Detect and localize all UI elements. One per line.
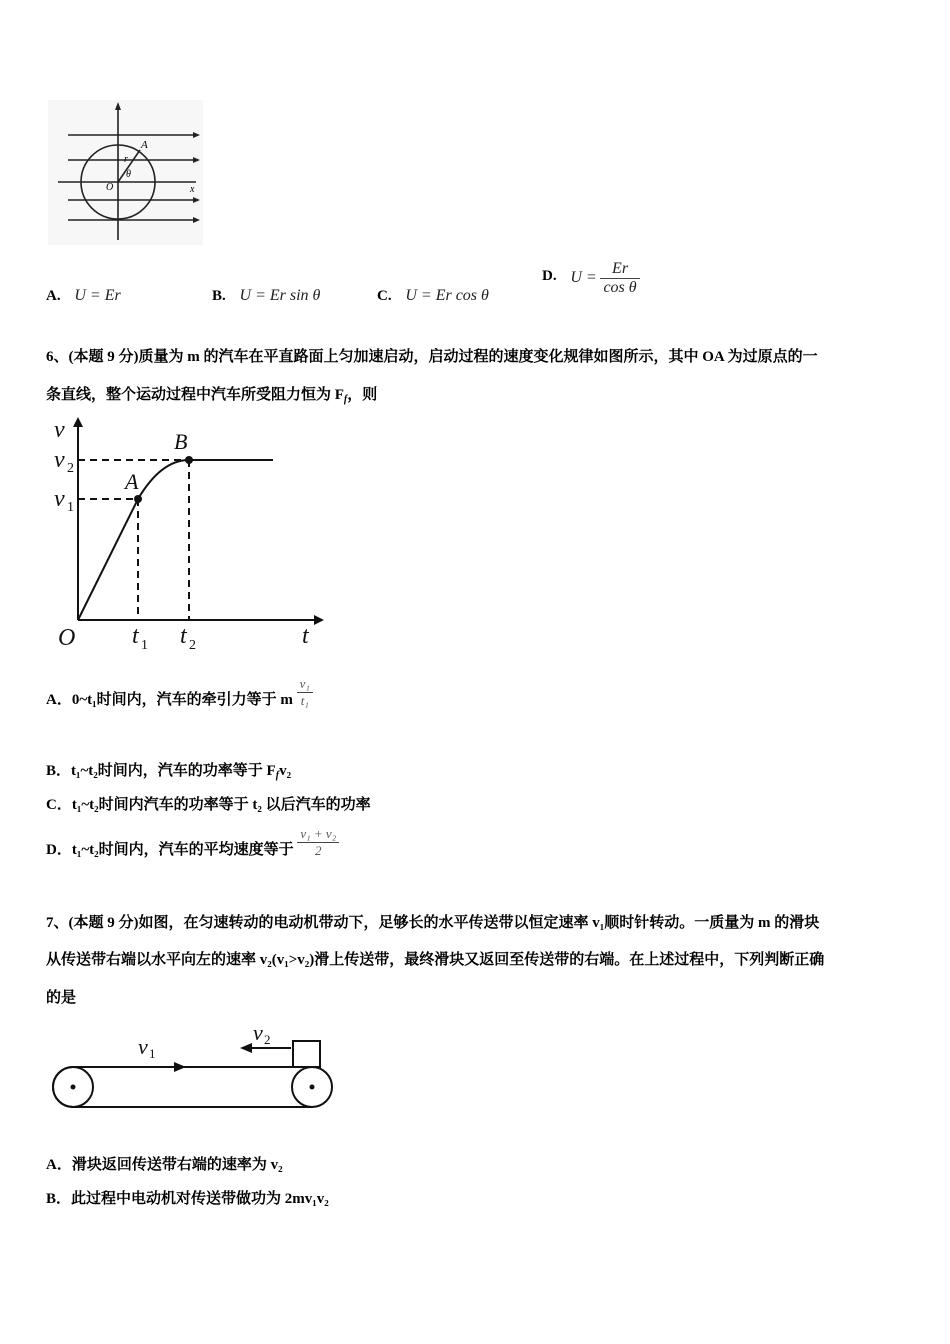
q5-option-c-formula: U = Er cos θ	[405, 287, 489, 304]
q6-vt-svg	[46, 415, 331, 660]
q5-option-a-label: A.	[46, 288, 61, 304]
q7-option-b[interactable]: B．此过程中电动机对传送带做功为 2mv₁v₂	[46, 1191, 329, 1207]
q6-option-a[interactable]	[46, 676, 313, 709]
q5-option-d-den: cos θ	[603, 279, 637, 296]
q6-option-d-text: D．t₁~t₂时间内，汽车的平均速度等于	[46, 841, 294, 858]
q7-label-v1: v	[138, 1034, 148, 1059]
q6-option-d-den: 2	[315, 843, 322, 858]
q6-option-a-fraction	[297, 676, 313, 709]
q5-label-O: O	[106, 182, 114, 193]
q7-label-v2-sub: 2	[264, 1032, 271, 1047]
q6-option-d-num: v₁ + v₂	[297, 826, 339, 843]
q5-option-b[interactable]	[212, 287, 320, 305]
q6-graph-t2: t	[180, 623, 187, 649]
q6-stem-line2-text: 条直线，整个运动过程中汽车所受阻力恒为 F	[46, 387, 344, 403]
q5-field-svg	[48, 100, 203, 245]
q5-option-b-label: B.	[212, 288, 226, 304]
q5-option-d-lhs: U =	[570, 268, 597, 286]
q5-label-theta: θ	[126, 169, 131, 180]
q6-graph-t1: t	[132, 623, 139, 649]
q5-field-figure	[48, 100, 203, 245]
q6-option-b-text: B．t₁~t₂时间内，汽车的功率等于 F	[46, 763, 276, 779]
q5-option-d[interactable]	[542, 260, 640, 297]
q6-graph-v-axis: v	[54, 417, 65, 443]
q5-option-c[interactable]	[377, 287, 489, 305]
q6-option-b-end: v₂	[279, 763, 292, 779]
q6-stem-line2	[46, 383, 377, 405]
q6-graph-v2: v	[54, 447, 65, 473]
q5-option-a[interactable]	[46, 287, 121, 305]
q5-label-x: x	[190, 184, 195, 195]
q7-option-a[interactable]: A．滑块返回传送带右端的速率为 v₂	[46, 1157, 283, 1173]
q6-stem-line2-sub: f	[343, 394, 348, 405]
q6-stem-line1: 6、(本题 9 分)质量为 m 的汽车在平直路面上匀加速启动，启动过程的速度变化规律如图所示，其中 OA 为过原点的一	[46, 349, 818, 365]
q6-graph-t2-sub: 2	[189, 638, 196, 653]
q6-vt-graph	[46, 415, 331, 660]
q7-belt-svg	[46, 1022, 341, 1117]
q5-option-d-fraction	[600, 260, 639, 297]
q6-graph-v1: v	[54, 486, 65, 512]
q5-label-A: A	[141, 139, 148, 151]
q6-stem-line2-end: ，则	[347, 387, 378, 403]
q6-option-d-fraction	[297, 826, 339, 859]
q7-belt-figure	[46, 1022, 341, 1117]
q5-option-a-formula: U = Er	[74, 287, 121, 304]
q6-option-a-den: t₁	[300, 693, 309, 708]
q6-option-b[interactable]	[46, 759, 291, 781]
q6-graph-B: B	[174, 429, 188, 454]
q5-option-d-num: Er	[600, 260, 639, 279]
q6-graph-t-axis: t	[302, 623, 309, 649]
q5-label-r: r	[124, 154, 128, 165]
q6-option-b-sub: f	[275, 770, 280, 781]
q6-graph-v2-sub: 2	[67, 461, 74, 476]
q7-stem-line3: 的是	[46, 990, 77, 1006]
q6-option-a-num: v₁	[297, 676, 313, 693]
q6-graph-v1-sub: 1	[67, 500, 74, 515]
q5-option-d-label: D.	[542, 267, 557, 284]
q6-option-c[interactable]: C．t₁~t₂时间内汽车的功率等于 t₂ 以后汽车的功率	[46, 797, 371, 813]
q7-label-v2: v	[253, 1022, 263, 1045]
q6-graph-O: O	[58, 625, 76, 651]
q7-label-v1-sub: 1	[149, 1046, 156, 1061]
q7-stem-line1: 7、(本题 9 分)如图，在匀速转动的电动机带动下，足够长的水平传送带以恒定速率 v₁顺时针转动。一质量为 m 的滑块	[46, 915, 820, 931]
q5-option-c-label: C.	[377, 288, 392, 304]
q6-graph-A: A	[125, 469, 139, 494]
q7-stem-line2: 从传送带右端以水平向左的速率 v₂(v₁>v₂)滑上传送带，最终滑块又返回至传送带的右端。在上述过程中，下列判断正确	[46, 952, 825, 968]
q6-graph-t1-sub: 1	[141, 638, 148, 653]
q5-option-b-formula: U = Er sin θ	[239, 287, 321, 304]
q6-option-d[interactable]	[46, 826, 339, 859]
q6-option-a-text: A．0~t₁时间内，汽车的牵引力等于 m	[46, 691, 293, 708]
